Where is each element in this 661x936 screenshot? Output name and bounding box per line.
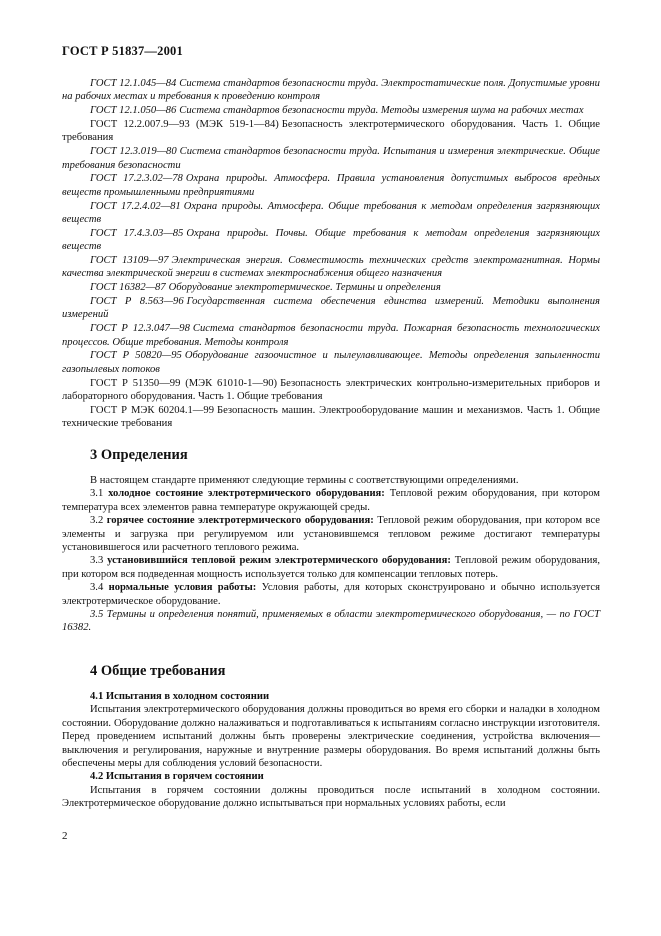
definition-text: Тепловой режим оборудования, при котором вся подведенная мощность используется только для компенсации тепловых потерь. [62, 555, 600, 580]
reference-title: Безопасность электротермического оборудования. Часть 1. Общие требования [62, 119, 600, 144]
reference-item [62, 349, 600, 376]
reference-title: Система стандартов безопасности труда. Методы измерения шума на рабочих местах [179, 105, 584, 117]
subsection-4-1-title: 4.1 Испытания в холодном состоянии [90, 691, 270, 702]
section-3-note: 3.5 Термины и определения понятий, применяемых в области электротермического оборудования, — по ГОСТ 16382. [62, 609, 600, 634]
reference-title: Оборудование электротермическое. Термины и определения [168, 282, 441, 294]
reference-code: ГОСТ Р 12.3.047—98 [90, 323, 190, 335]
definitions-list [62, 487, 600, 608]
reference-code: ГОСТ 12.1.050—86 [90, 105, 177, 117]
document-header: ГОСТ Р 51837—2001 [62, 44, 183, 58]
reference-title: Охрана природы. Атмосфера. Правила установления допустимых выбросов вредных веществ промышленными предприятиями [62, 173, 600, 198]
section-4-title: 4 Общие требования [90, 663, 226, 679]
definition-term: горячее состояние электротермического оборудования: [106, 515, 374, 527]
reference-item [62, 254, 600, 281]
reference-code: ГОСТ 17.2.4.02—81 [90, 200, 181, 212]
reference-title: Безопасность электрических контрольно-измерительных приборов и лабораторного оборудования. Часть 1. Общие требования [62, 377, 600, 403]
section-4 [62, 663, 600, 811]
reference-code: ГОСТ Р 51350—99 (МЭК 61010-1—90) [90, 377, 278, 389]
reference-code: ГОСТ 13109—97 [90, 255, 169, 267]
reference-title: Система стандартов безопасности труда. Электростатические поля. Допустимые уровни на рабочих местах и требования к проведению контроля [62, 78, 600, 103]
definition-term: холодное состояние электротермического оборудования: [108, 488, 385, 500]
reference-item [62, 404, 600, 431]
definition-item [62, 514, 600, 554]
reference-title: Безопасность машин. Электрооборудование машин и механизмов. Часть 1. Общие технические требования [62, 404, 600, 430]
reference-code: ГОСТ 17.4.3.03—85 [90, 227, 184, 239]
page-number: 2 [62, 830, 68, 842]
reference-item [62, 118, 600, 145]
subsection-4-2-text: Испытания в горячем состоянии должны проводиться после испытаний в холодном состоянии. Электротермическое оборудование должно испытываться при нормальных условиях работы, если [62, 784, 600, 810]
definition-term: установившийся тепловой режим электротермического оборудования: [107, 555, 451, 567]
definition-item [62, 581, 600, 608]
reference-list [62, 77, 600, 431]
definition-term: нормальные условия работы: [108, 582, 257, 594]
reference-title: Система стандартов безопасности труда. Испытания и измерения электрические. Общие требования безопасности [62, 146, 600, 171]
section-3-intro: В настоящем стандарте применяют следующие термины с соответствующими определениями. [90, 475, 519, 486]
reference-item [62, 281, 600, 294]
section-3-title: 3 Определения [90, 447, 188, 463]
reference-title: Охрана природы. Почвы. Общие требования к методам определения загрязняющих веществ [62, 227, 600, 253]
reference-item [62, 172, 600, 199]
definition-number: 3.2 [90, 515, 104, 527]
reference-code: ГОСТ 17.2.3.02—78 [90, 173, 183, 185]
section-3 [62, 447, 600, 635]
reference-item [62, 104, 600, 117]
reference-item [62, 295, 600, 322]
reference-title: Электрическая энергия. Совместимость технических средств электромагнитная. Нормы качества электрической энергии в системах электроснабжения общего назначения [62, 255, 600, 280]
reference-code: ГОСТ 12.3.019—80 [90, 146, 177, 158]
definition-number: 3.3 [90, 555, 104, 567]
subsection-4-1-text: Испытания электротермического оборудования должны проводиться во время его сборки и наладки в холодном состоянии. Оборудование должно налаживаться и подготавливаться к испытаниям согласно инструкции изготовителя. Перед проведением испытаний должны быть проверены электрические соединения, устройства включения—выключения и регулирования, наружные и внутренние размеры оборудования. Во время испытаний должны быть обеспечены меры для соблюдения условий безопасности. [62, 704, 600, 770]
reference-item [62, 322, 600, 349]
reference-code: ГОСТ Р 50820—95 [90, 350, 182, 362]
definition-item [62, 554, 600, 581]
reference-item [62, 377, 600, 404]
definition-number: 3.4 [90, 582, 104, 594]
definition-text: Тепловой режим оборудования, при котором все элементы и загрузка при регулируемом или установившемся тепловом режиме достигают температуры установившегося или расчетного теплового режима. [62, 515, 600, 554]
definition-number: 3.1 [90, 488, 104, 500]
reference-item [62, 200, 600, 227]
reference-item [62, 145, 600, 172]
reference-code: ГОСТ 12.2.007.9—93 (МЭК 519-1—84) [90, 119, 279, 130]
definition-item [62, 487, 600, 514]
reference-item [62, 227, 600, 254]
reference-title: Система стандартов безопасности труда. Пожарная безопасность технологических процессов. Общие требования. Методы контроля [62, 323, 600, 348]
reference-title: Государственная система обеспечения единства измерений. Методики выполнения измерений [62, 296, 600, 321]
definition-text: Условия работы, для которых сконструировано и обычно используется электротермическое оборудование. [62, 582, 600, 607]
reference-code: ГОСТ Р МЭК 60204.1—99 [90, 404, 214, 416]
reference-code: ГОСТ 12.1.045—84 [90, 78, 177, 89]
reference-item [62, 77, 600, 104]
reference-code: ГОСТ 16382—87 [90, 282, 166, 294]
subsection-4-2-title: 4.2 Испытания в горячем состоянии [90, 771, 264, 783]
reference-title: Оборудование газоочистное и пылеулавливающее. Методы определения запыленности газопылевых потоков [62, 350, 600, 375]
definition-text: Тепловой режим оборудования, при котором температура всех элементов равна температуре окружающей среды. [62, 488, 601, 513]
reference-title: Охрана природы. Атмосфера. Общие требования к методам определения загрязняющих веществ [62, 200, 600, 226]
reference-code: ГОСТ Р 8.563—96 [90, 296, 184, 308]
